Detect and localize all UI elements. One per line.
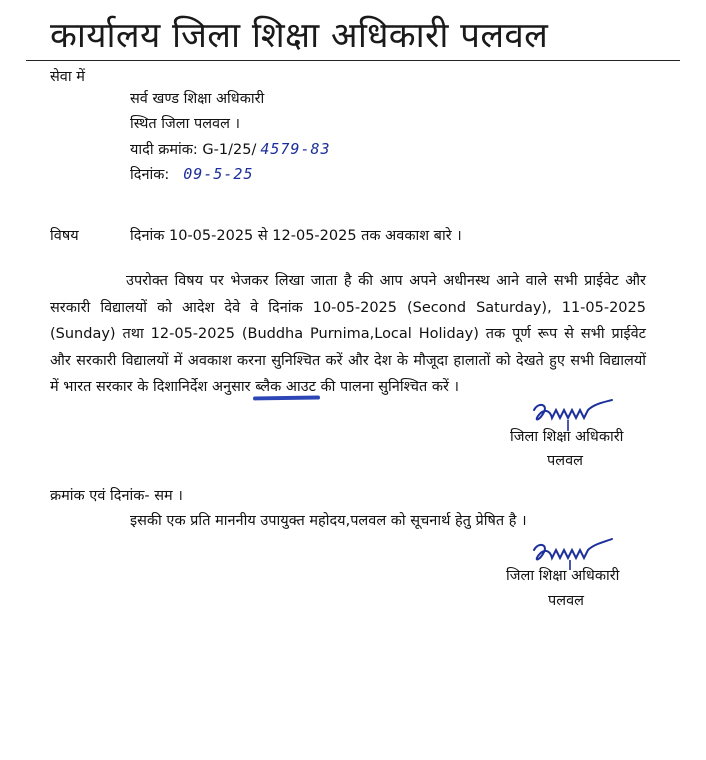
header-rule: [26, 60, 680, 61]
date-label: दिनांक:: [130, 167, 170, 183]
blackout-phrase: [255, 379, 316, 395]
reference-number: [130, 138, 331, 161]
signature2-place: पलवल: [548, 593, 584, 609]
reference-handwritten: 4579-83: [260, 140, 331, 158]
subject-text: दिनांक 10-05-2025 से 12-05-2025 तक अवकाश बारे ।: [130, 228, 462, 244]
body-text-part2: की पालना सुनिश्चित करें ।: [315, 379, 460, 395]
signature1-place: पलवल: [547, 453, 583, 469]
subject-label: विषय: [50, 228, 79, 244]
blackout-text: ब्लैक आउट: [255, 379, 316, 395]
reference-label: यादी क्रमांक: G-1/25/: [130, 142, 257, 158]
letter-date: [130, 163, 254, 186]
location-line: स्थित जिला पलवल ।: [130, 116, 241, 132]
office-heading: कार्यालय जिला शिक्षा अधिकारी पलवल: [50, 16, 549, 56]
seva-mein-label: सेवा में: [50, 69, 85, 85]
recipient-line: सर्व खण्ड शिक्षा अधिकारी: [130, 91, 265, 107]
signature2-designation: जिला शिक्षा अधिकारी: [506, 568, 620, 584]
body-paragraph: [50, 268, 646, 401]
copy-text: इसकी एक प्रति माननीय उपायुक्त महोदय,पलवल को सूचनार्थ हेतु प्रेषित है ।: [130, 513, 527, 529]
date-handwritten: 09-5-25: [183, 165, 254, 183]
body-text-part1: उपरोक्त विषय पर भेजकर लिखा जाता है की आप अपने अधीनस्थ आने वाले सभी प्राईवेट और सरकारी विद्यालयों को आदेश देवे वे दिनांक 10-05-2025 (Second Saturday), 11-05-2025 (Sunday) तथा 12-05-2025 (Buddha Purnima,Local Holiday) तक पूर्ण रूप से सभी प्राईवेट और सरकारी विद्यालयों में अवकाश करना सुनिश्चित करें और देश के मौजूदा हालातों को देखते हुए सभी विद्यालयों में भारत सरकार के दिशानिर्देश अनुसार: [50, 273, 646, 395]
signature1-designation: जिला शिक्षा अधिकारी: [510, 429, 624, 445]
copy-reference: क्रमांक एवं दिनांक- सम ।: [50, 488, 183, 504]
ink-underline: [253, 396, 320, 401]
